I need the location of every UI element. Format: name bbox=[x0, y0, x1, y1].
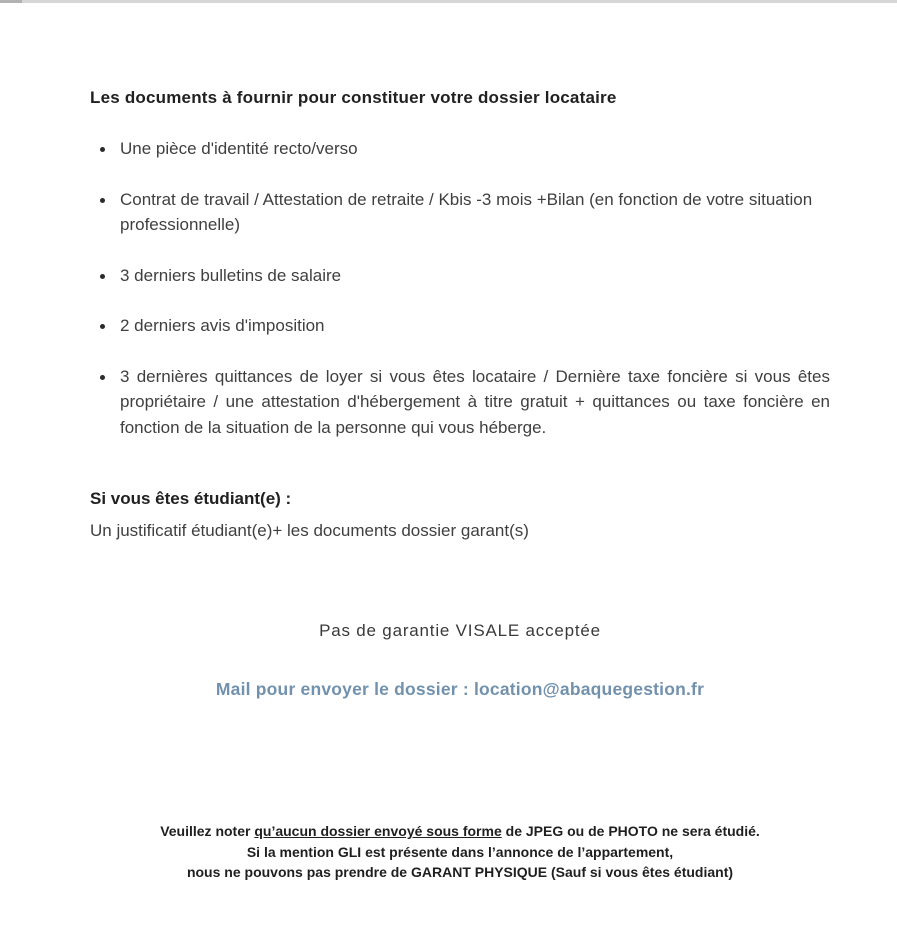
footer-note-line1-suffix: de JPEG ou de PHOTO ne sera étudié. bbox=[501, 823, 760, 839]
page-title: Les documents à fournir pour constituer votre dossier locataire bbox=[90, 88, 617, 107]
visale-note: Pas de garantie VISALE acceptée bbox=[319, 621, 601, 640]
student-text: Un justificatif étudiant(e)+ les documents dossier garant(s) bbox=[90, 521, 529, 540]
footer-note-line1 bbox=[90, 821, 830, 842]
list-item-rent-receipts: 3 dernières quittances de loyer si vous êtes locataire / Dernière taxe foncière si vous êtes propriétaire / une attestation d'hébergement à titre gratuit + quittances ou taxe foncière en fonction de la situation de la personne qui vous héberge. bbox=[90, 364, 830, 441]
documents-list bbox=[90, 136, 830, 440]
footer-note-line1-prefix: Veuillez noter bbox=[160, 823, 255, 839]
student-heading: Si vous êtes étudiant(e) : bbox=[90, 489, 292, 508]
mail-instruction: Mail pour envoyer le dossier : location@abaquegestion.fr bbox=[215, 679, 705, 699]
student-section bbox=[90, 486, 830, 544]
list-item-payslips: 3 derniers bulletins de salaire bbox=[90, 263, 830, 289]
footer-note bbox=[90, 821, 830, 883]
footer-note-line1-underlined: qu’aucun dossier envoyé sous forme bbox=[254, 823, 502, 839]
footer-note-line2: Si la mention GLI est présente dans l’annonce de l’appartement, bbox=[246, 843, 674, 860]
footer-note-line3: nous ne pouvons pas prendre de GARANT PHYSIQUE (Sauf si vous êtes étudiant) bbox=[186, 864, 734, 880]
list-item-work-contract: Contrat de travail / Attestation de retraite / Kbis -3 mois +Bilan (en fonction de votre situation professionnelle) bbox=[90, 187, 830, 238]
document-content bbox=[0, 3, 897, 921]
list-item-identity: Une pièce d'identité recto/verso bbox=[90, 136, 830, 162]
list-item-tax-notices: 2 derniers avis d'imposition bbox=[90, 313, 830, 339]
